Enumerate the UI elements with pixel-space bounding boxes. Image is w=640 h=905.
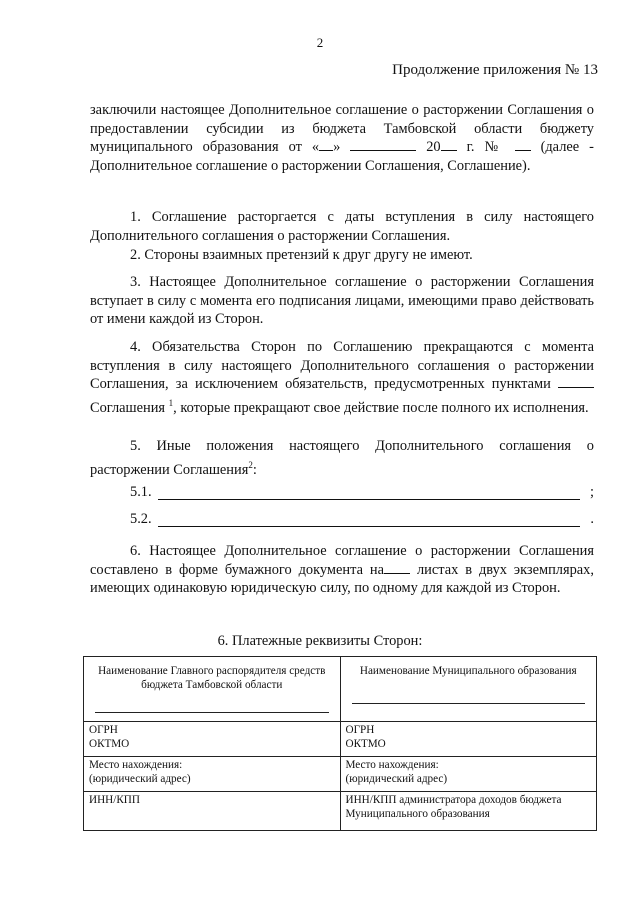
right-ogrn: ОГРН [345,724,375,736]
right-header: Наименование Муниципального образования [359,665,577,677]
right-signature-line [352,703,586,704]
table-row [84,722,597,757]
item-5 [90,437,594,479]
quote-close: » [333,139,341,156]
item-4-text-c: , которые прекращают свое действие после полного их исполнения. [173,399,589,416]
left-legal-address: (юридический адрес) [89,772,191,785]
subitem-5-1-label: 5.1. [130,484,152,500]
right-location: Место нахождения: [345,759,439,771]
item-5-colon: : [252,461,257,478]
table-row [84,657,597,722]
number-blank [515,138,531,151]
item-6 [90,542,594,598]
sheets-blank [384,561,410,574]
table-row [84,792,597,831]
month-blank [350,138,416,151]
subitem-5-2-label: 5.2. [130,511,152,527]
subitem-5-2-line [158,526,580,527]
item-4-text-b: Соглашения [90,399,166,416]
item-6-text-b: листах в двух экземплярах, имеющих одинаковую юридическую силу, по одному для каждой из Сторон. [90,561,594,597]
right-location-cell [340,757,597,792]
subitem-5-1 [130,484,594,504]
subitem-5-2-end: . [590,511,594,527]
intro-tail: (далее - Дополнительное соглашение о расторжении Соглашения, Соглашение). [90,139,594,174]
left-ogrn: ОГРН [89,724,118,736]
intro-text: заключили настоящее Дополнительное соглашение о расторжении Соглашения о предоставлении субсидии из бюджета Тамбовской области бюджету муниципального образования от « [90,102,594,156]
item-2: 2. Стороны взаимных претензий к друг другу не имеют. [130,247,473,263]
right-oktmo: ОКТМО [345,737,386,750]
right-inn-cell [340,792,597,831]
year-suffix: г. № [466,139,505,156]
left-inn-cell [84,792,341,831]
left-header-cell [84,657,341,722]
left-codes-cell [84,722,341,757]
requisites-table [83,656,597,831]
appendix-note: Продолжение приложения № 13 [392,62,598,78]
page-number: 2 [316,35,324,50]
left-header: Наименование Главного распорядителя средств бюджета Тамбовской области [98,665,326,691]
subitem-5-2 [130,511,594,531]
year-blank [441,138,457,151]
subitem-5-1-end: ; [590,484,594,500]
subitem-5-1-line [158,499,580,500]
footnote-1-mark: 1 [168,397,174,408]
requisites-title: 6. Платежные реквизиты Сторон: [217,633,423,649]
right-header-cell [340,657,597,722]
intro-paragraph [90,101,594,175]
left-signature-line [95,712,329,713]
left-location: Место нахождения: [89,759,183,771]
day-blank [319,138,333,151]
right-codes-cell [340,722,597,757]
right-inn: ИНН/КПП администратора доходов бюджета Муниципального образования [345,794,562,820]
clauses-blank [558,375,594,388]
left-location-cell [84,757,341,792]
item-4-text-a: 4. Обязательства Сторон по Соглашению прекращаются с момента вступления в силу настоящего Дополнительного соглашения о расторжении Соглашения, за исключением обязательств, предусмотренных пунктами [90,339,594,393]
item-1: 1. Соглашение расторгается с даты вступления в силу настоящего Дополнительного соглашения о расторжении Соглашения. [90,209,594,244]
table-row [84,757,597,792]
item-6-text-a: 6. Настоящее Дополнительное соглашение о расторжении Соглашения составлено в форме бумажного документа на [90,543,594,578]
year-prefix: 20 [426,139,441,156]
left-inn: ИНН/КПП [89,794,140,806]
item-3: 3. Настоящее Дополнительное соглашение о расторжении Соглашения вступает в силу с момента его подписания лицами, имеющими право действовать от имени каждой из Сторон. [90,274,594,328]
footnote-2-mark: 2 [248,459,253,470]
right-legal-address: (юридический адрес) [345,772,448,785]
item-4 [90,338,594,417]
item-5-text: 5. Иные положения настоящего Дополнительного соглашения о расторжении Соглашения [90,438,594,478]
left-oktmo: ОКТМО [89,737,130,750]
